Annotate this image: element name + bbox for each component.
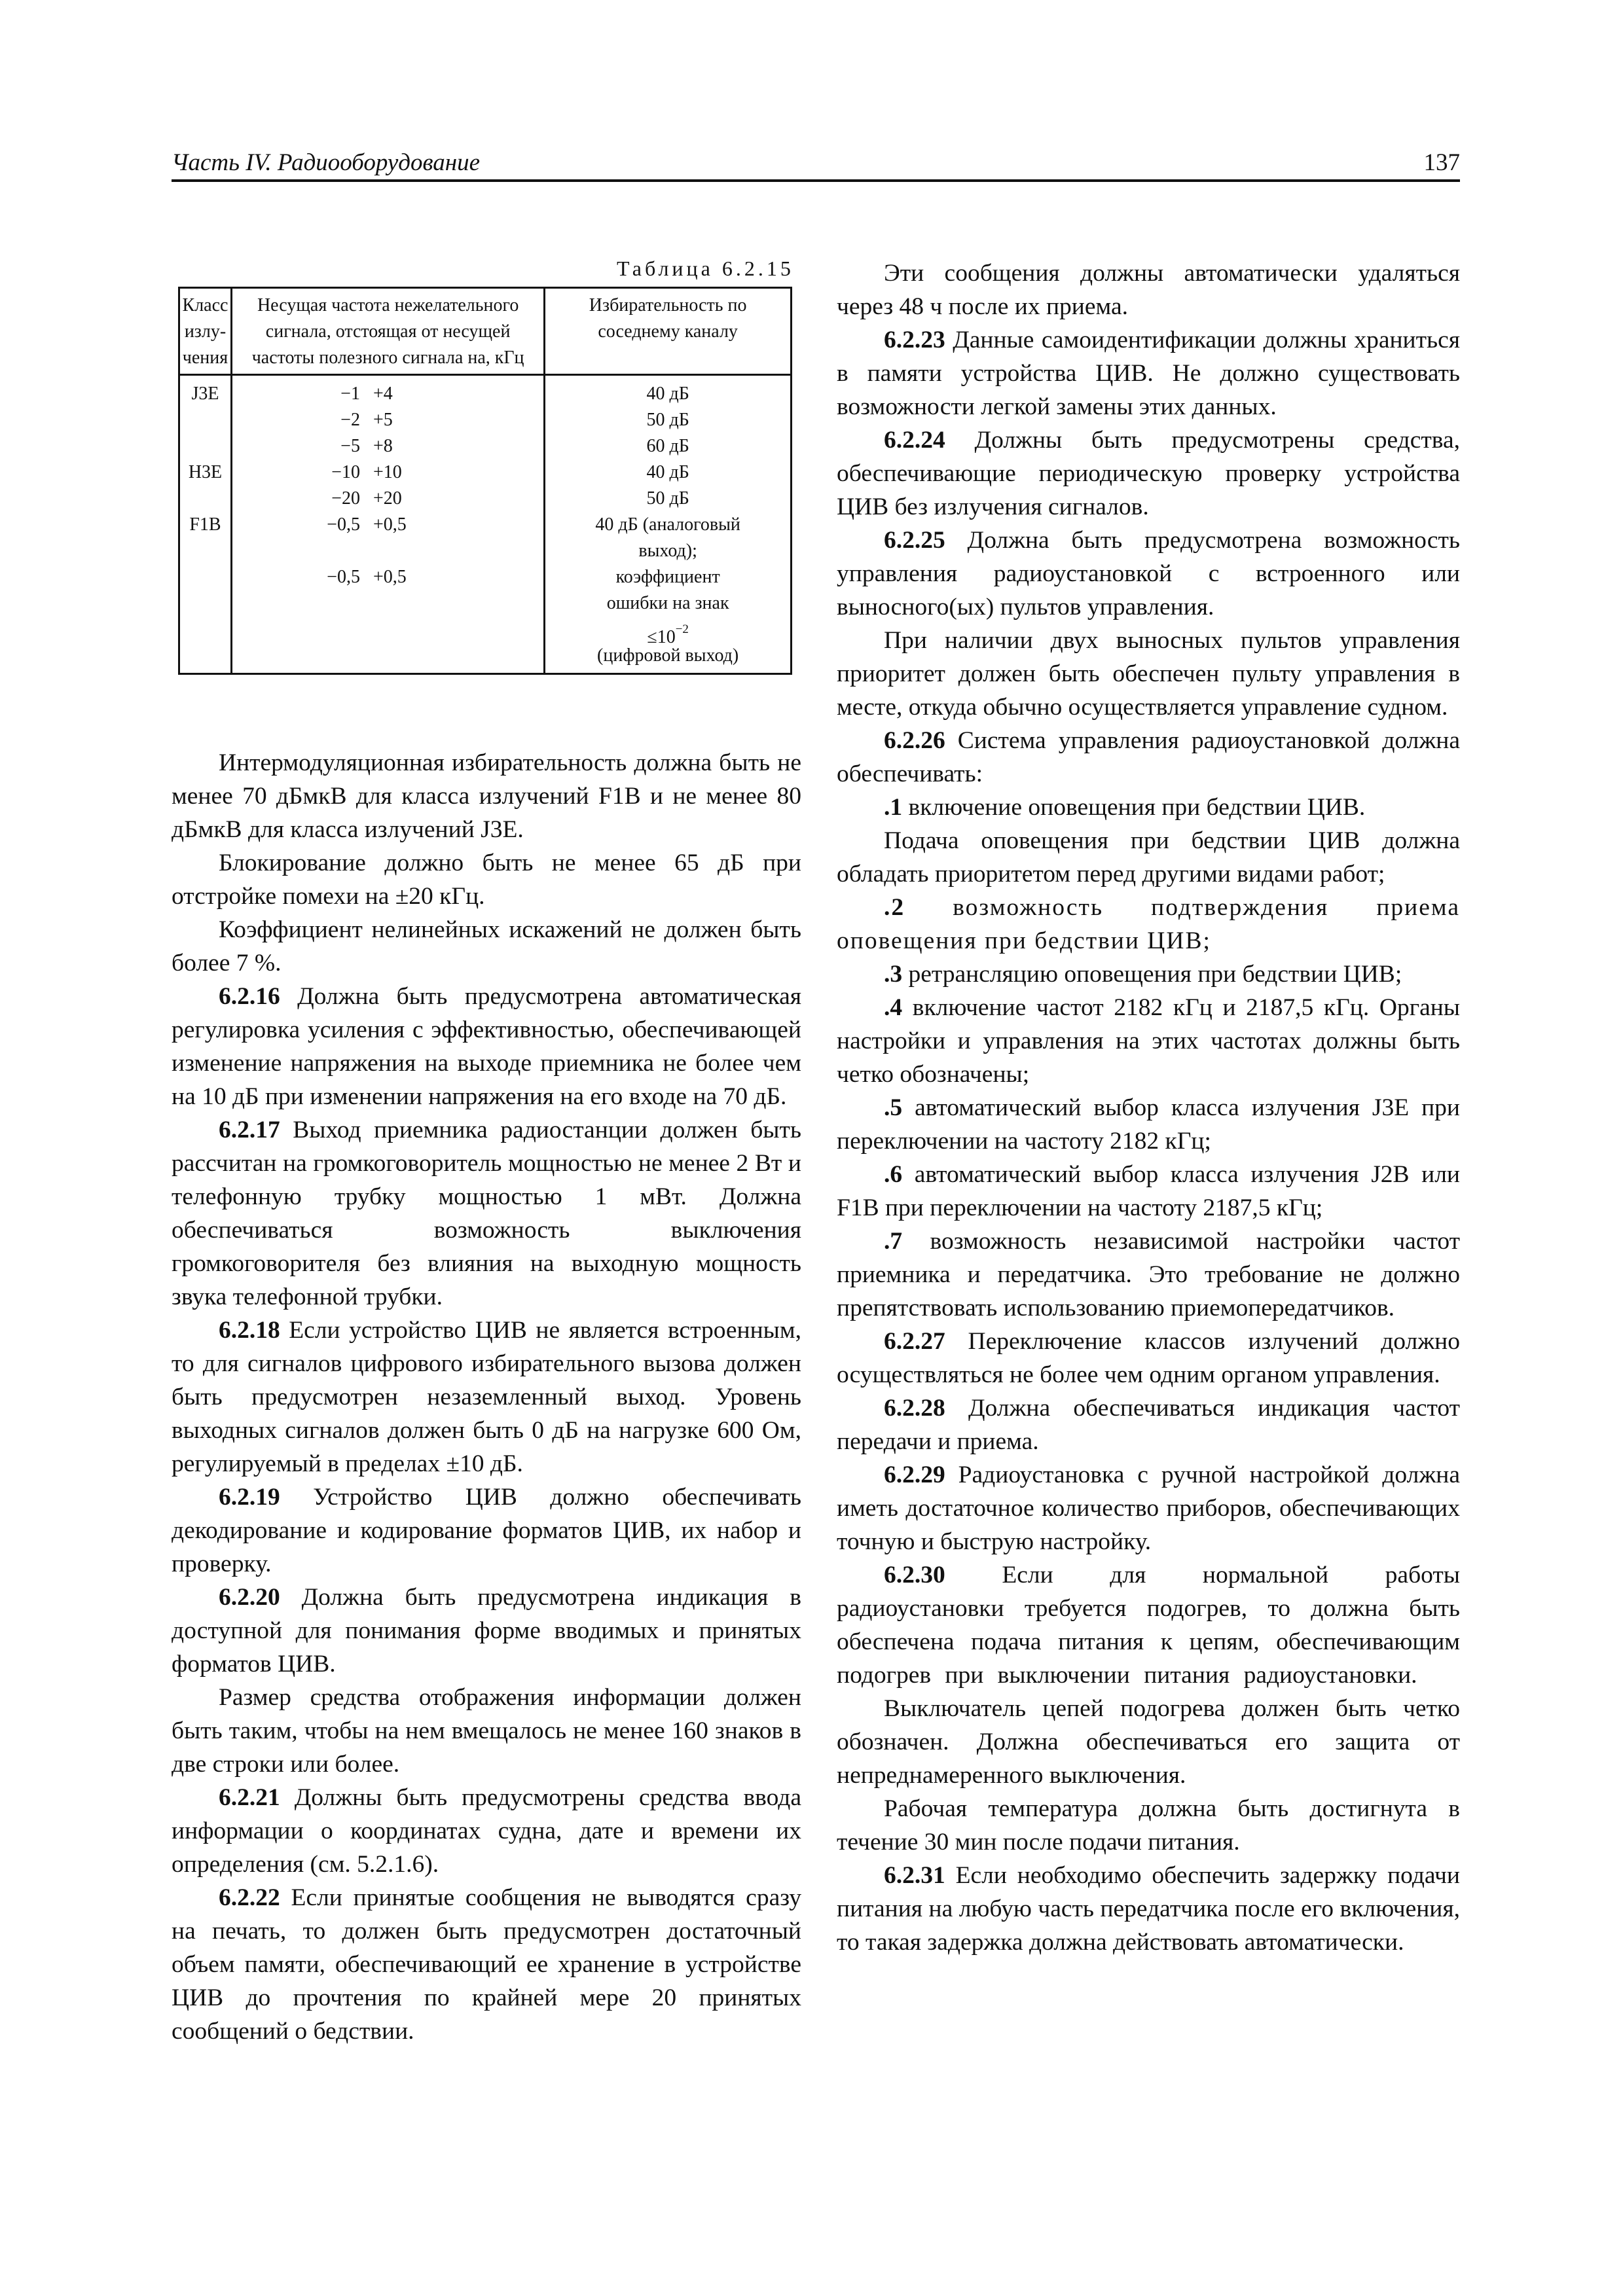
frequency-negative: −2	[340, 410, 360, 430]
paragraph-text: Должна обеспечиваться индикация частот передачи и приема.	[837, 1395, 1460, 1455]
page-header	[172, 143, 1460, 182]
table-class-cell	[180, 407, 230, 433]
selectivity-value: 40 дБ (аналоговый	[595, 514, 740, 535]
paragraph	[172, 1881, 801, 2048]
paragraph	[837, 1325, 1460, 1391]
paragraph-text: Радиоустановка с ручной настройкой должна иметь достаточное количество приборов, обеспечивающих точную и быструю настройку.	[837, 1462, 1460, 1555]
clause-number: 6.2.24	[884, 427, 945, 454]
clause-number: .1	[884, 794, 903, 821]
selectivity-value: коэффициент	[615, 567, 720, 587]
paragraph	[172, 1681, 801, 1781]
paragraph-text: Данные самоидентификации должны храниться в памяти устройства ЦИВ. Не должно существовать возможности легкой замены этих данных.	[837, 327, 1460, 420]
clause-number: 6.2.19	[219, 1484, 280, 1511]
paragraph-text: Переключение классов излучений должно осуществляться не более чем одним органом управления.	[837, 1328, 1460, 1388]
table-selectivity-cell	[545, 538, 790, 564]
paragraph	[172, 846, 801, 913]
paragraph	[837, 1091, 1460, 1158]
clause-number: 6.2.16	[219, 983, 280, 1010]
table-selectivity-cell	[545, 381, 790, 407]
paragraph	[837, 1859, 1460, 1959]
clause-number: 6.2.23	[884, 327, 945, 353]
frequency-positive: +5	[373, 410, 393, 430]
table-frequency-cell	[232, 512, 543, 538]
paragraph-text: Коэффициент нелинейных искажений не должен быть более 7 %.	[172, 916, 801, 977]
paragraph-text: При наличии двух выносных пультов управления приоритет должен быть обеспечен пульту управления в месте, откуда обычно осуществляется управление судном.	[837, 627, 1460, 721]
table-frequency-cell	[232, 617, 543, 643]
frequency-negative: −20	[331, 488, 360, 509]
table-header-class: Класс излу-чения	[179, 288, 232, 375]
paragraph	[837, 1158, 1460, 1225]
paragraph-text: включение частот 2182 кГц и 2187,5 кГц. Органы настройки и управления на этих частотах должны быть четко обозначены;	[837, 994, 1460, 1088]
paragraph	[837, 524, 1460, 624]
clause-number: 6.2.30	[884, 1562, 945, 1588]
table-frequency-cells	[231, 375, 544, 674]
paragraph	[172, 746, 801, 846]
paragraph	[172, 980, 801, 1113]
paragraph	[172, 1581, 801, 1681]
table-class-cell	[180, 564, 230, 590]
table-class-cell	[180, 486, 230, 512]
paragraph	[172, 1480, 801, 1581]
selectivity-value: выход);	[638, 541, 697, 561]
clause-number: .2	[884, 894, 905, 921]
table-caption: Таблица 6.2.15	[617, 257, 794, 280]
table-selectivity-cell	[545, 433, 790, 459]
clause-number: 6.2.25	[884, 527, 945, 554]
paragraph	[837, 257, 1460, 323]
table-frequency-cell	[232, 381, 543, 407]
table-frequency-cell	[232, 564, 543, 590]
paragraph-text: Должна быть предусмотрена индикация в доступной для понимания форме вводимых и принятых форматов ЦИВ.	[172, 1584, 801, 1677]
clause-number: 6.2.31	[884, 1862, 945, 1889]
clause-number: 6.2.28	[884, 1395, 945, 1422]
paragraph-text: Интермодуляционная избирательность должна быть не менее 70 дБмкВ для класса излучений F1B и не менее 80 дБмкВ для класса излучений J3E.	[172, 749, 801, 843]
paragraph-text: возможность независимой настройки частот приемника и передатчика. Это требование не должно препятствовать использованию приемопередатчиков.	[837, 1228, 1460, 1321]
paragraph-text: возможность подтверждения приема оповещения при бедствии ЦИВ;	[837, 894, 1460, 954]
table-frequency-cell	[232, 407, 543, 433]
paragraph-text: Рабочая температура должна быть достигнута в течение 30 мин после подачи питания.	[837, 1795, 1460, 1856]
clause-number: 6.2.17	[219, 1117, 280, 1143]
frequency-positive: +4	[373, 384, 393, 404]
paragraph-text: Выход приемника радиостанции должен быть рассчитан на громкоговоритель мощностью не менее 2 Вт и телефонную трубку мощностью 1 мВт. Должна обеспечиваться возможность выключения громкоговорителя без влияния на выходную мощность звука телефонной трубки.	[172, 1117, 801, 1310]
paragraph-text: Если необходимо обеспечить задержку подачи питания на любую часть передатчика после его включения, то такая задержка должна действовать автоматически.	[837, 1862, 1460, 1956]
paragraph	[837, 824, 1460, 891]
data-table	[178, 287, 792, 675]
clause-number: 6.2.20	[219, 1584, 280, 1611]
clause-number: 6.2.21	[219, 1784, 280, 1811]
selectivity-value: 60 дБ	[646, 436, 689, 456]
frequency-positive: +0,5	[373, 514, 407, 535]
paragraph	[837, 1225, 1460, 1325]
clause-number: .5	[884, 1094, 903, 1121]
paragraph	[837, 1391, 1460, 1458]
paragraph-text: Должны быть предусмотрены средства ввода информации о координатах судна, дате и времени их определения (см. 5.2.1.6).	[172, 1784, 801, 1878]
table-frequency-cell	[232, 459, 543, 486]
table-selectivity-cell	[545, 486, 790, 512]
selectivity-value: 40 дБ	[646, 384, 689, 404]
paragraph-text: Система управления радиоустановкой должна обеспечивать:	[837, 727, 1460, 787]
paragraph	[837, 724, 1460, 791]
frequency-negative: −10	[331, 462, 360, 482]
paragraph	[172, 1314, 801, 1480]
paragraph-text: Блокирование должно быть не менее 65 дБ при отстройке помехи на ±20 кГц.	[172, 850, 801, 910]
paragraph	[837, 423, 1460, 524]
table-class-cell: H3E	[188, 462, 223, 482]
header-title: Часть IV. Радиооборудование	[172, 149, 481, 176]
table-frequency-cell	[232, 538, 543, 564]
paragraph-text: Если устройство ЦИВ не является встроенным, то для сигналов цифрового избирательного вызова должен быть предусмотрен незаземленный выход. Уровень выходных сигналов должен быть 0 дБ на нагрузке 600 Ом, регулируемый в пределах ±10 дБ.	[172, 1317, 801, 1477]
paragraph	[837, 1458, 1460, 1558]
paragraph-text: Если принятые сообщения не выводятся сразу на печать, то должен быть предусмотрен достаточный объем памяти, обеспечивающий ее хранение в устройстве ЦИВ до прочтения по крайней мере 20 принятых сообщений о бедствии.	[172, 1884, 801, 2045]
table-class-cell: F1B	[189, 514, 221, 535]
table-selectivity-cell	[545, 407, 790, 433]
clause-number: .6	[884, 1161, 903, 1188]
table-class-cell	[180, 643, 230, 669]
paragraph-text: ретрансляцию оповещения при бедствии ЦИВ;	[902, 961, 1402, 988]
paragraph	[837, 891, 1460, 958]
paragraph-text: Эти сообщения должны автоматически удаляться через 48 ч после их приема.	[837, 260, 1460, 320]
frequency-negative: −5	[340, 436, 360, 456]
table-selectivity-cell	[545, 590, 790, 617]
table-frequency-cell	[232, 590, 543, 617]
clause-number: 6.2.29	[884, 1462, 945, 1488]
selectivity-value: 40 дБ	[646, 462, 689, 482]
table-class-cell	[180, 590, 230, 617]
right-column	[837, 257, 1460, 1959]
paragraph-text: включение оповещения при бедствии ЦИВ.	[902, 794, 1366, 821]
left-column	[172, 746, 801, 2048]
paragraph	[172, 913, 801, 980]
paragraph-text: Выключатель цепей подогрева должен быть четко обозначен. Должна обеспечиваться его защита от непреднамеренного выключения.	[837, 1695, 1460, 1789]
table-class-cell	[180, 433, 230, 459]
page-number: 137	[1423, 149, 1460, 176]
paragraph-text: Подача оповещения при бедствии ЦИВ должна обладать приоритетом перед другими видами работ;	[837, 827, 1460, 888]
paragraph	[837, 1558, 1460, 1692]
clause-number: 6.2.26	[884, 727, 945, 754]
table-selectivity-cells	[545, 375, 792, 674]
table-header-row	[179, 288, 792, 375]
table-selectivity-cell	[545, 617, 790, 647]
frequency-positive: +8	[373, 436, 393, 456]
frequency-negative: −0,5	[327, 514, 360, 535]
table-frequency-cell	[232, 486, 543, 512]
paragraph-text: Устройство ЦИВ должно обеспечивать декодирование и кодирование форматов ЦИВ, их набор и проверку.	[172, 1484, 801, 1577]
table-class-cell	[180, 617, 230, 643]
table-class-cells	[179, 375, 232, 674]
selectivity-value: 50 дБ	[646, 488, 689, 509]
selectivity-value: ≤10	[647, 627, 676, 647]
frequency-negative: −1	[340, 384, 360, 404]
paragraph	[837, 791, 1460, 824]
table-selectivity-cell	[545, 643, 790, 669]
table-body-row	[179, 375, 792, 674]
paragraph-text: автоматический выбор класса излучения J2B или F1B при переключении на частоту 2187,5 кГц;	[837, 1161, 1460, 1221]
paragraph	[837, 624, 1460, 724]
frequency-negative: −0,5	[327, 567, 360, 587]
selectivity-value: 50 дБ	[646, 410, 689, 430]
table-selectivity-cell	[545, 564, 790, 590]
frequency-positive: +10	[373, 462, 402, 482]
frequency-positive: +0,5	[373, 567, 407, 587]
paragraph-text: Если для нормальной работы радиоустановки требуется подогрев, то должна быть обеспечена подача питания к цепям, обеспечивающим подогрев при выключении питания радиоустановки.	[837, 1562, 1460, 1689]
table-class-cell: J3E	[191, 384, 219, 404]
paragraph-text: Должны быть предусмотрены средства, обеспечивающие периодическую проверку устройства ЦИВ без излучения сигналов.	[837, 427, 1460, 520]
table-frequency-cell	[232, 643, 543, 669]
paragraph-text: автоматический выбор класса излучения J3E при переключении на частоту 2182 кГц;	[837, 1094, 1460, 1155]
paragraph	[837, 323, 1460, 423]
paragraph	[172, 1113, 801, 1314]
frequency-positive: +20	[373, 488, 402, 509]
paragraph	[837, 1792, 1460, 1859]
table-class-cell	[180, 538, 230, 564]
paragraph	[837, 958, 1460, 991]
table-selectivity-cell	[545, 459, 790, 486]
clause-number: .7	[884, 1228, 903, 1255]
selectivity-value: (цифровой выход)	[597, 645, 739, 666]
paragraph-text: Должна быть предусмотрена автоматическая регулировка усиления с эффективностью, обеспечивающей изменение напряжения на выходе приемника не более чем на 10 дБ при изменении напряжения на его входе на 70 дБ.	[172, 983, 801, 1110]
clause-number: 6.2.18	[219, 1317, 280, 1344]
table-selectivity-cell	[545, 512, 790, 538]
table-frequency-cell	[232, 433, 543, 459]
table-header-frequency: Несущая частота нежелательного сигнала, отстоящая от несущей частоты полезного сигнала на, кГц	[231, 288, 544, 375]
paragraph-text: Размер средства отображения информации должен быть таким, чтобы на нем вмещалось не менее 160 знаков в две строки или более.	[172, 1684, 801, 1778]
table-header-selectivity: Избирательность по соседнему каналу	[545, 288, 792, 375]
clause-number: 6.2.22	[219, 1884, 280, 1911]
clause-number: .3	[884, 961, 903, 988]
selectivity-exponent: −2	[675, 622, 689, 636]
clause-number: .4	[884, 994, 903, 1021]
selectivity-value: ошибки на знак	[606, 593, 729, 613]
paragraph	[172, 1781, 801, 1881]
paragraph-text: Должна быть предусмотрена возможность управления радиоустановкой с встроенного или выносного(ых) пультов управления.	[837, 527, 1460, 620]
paragraph	[837, 1692, 1460, 1792]
clause-number: 6.2.27	[884, 1328, 945, 1355]
paragraph	[837, 991, 1460, 1091]
